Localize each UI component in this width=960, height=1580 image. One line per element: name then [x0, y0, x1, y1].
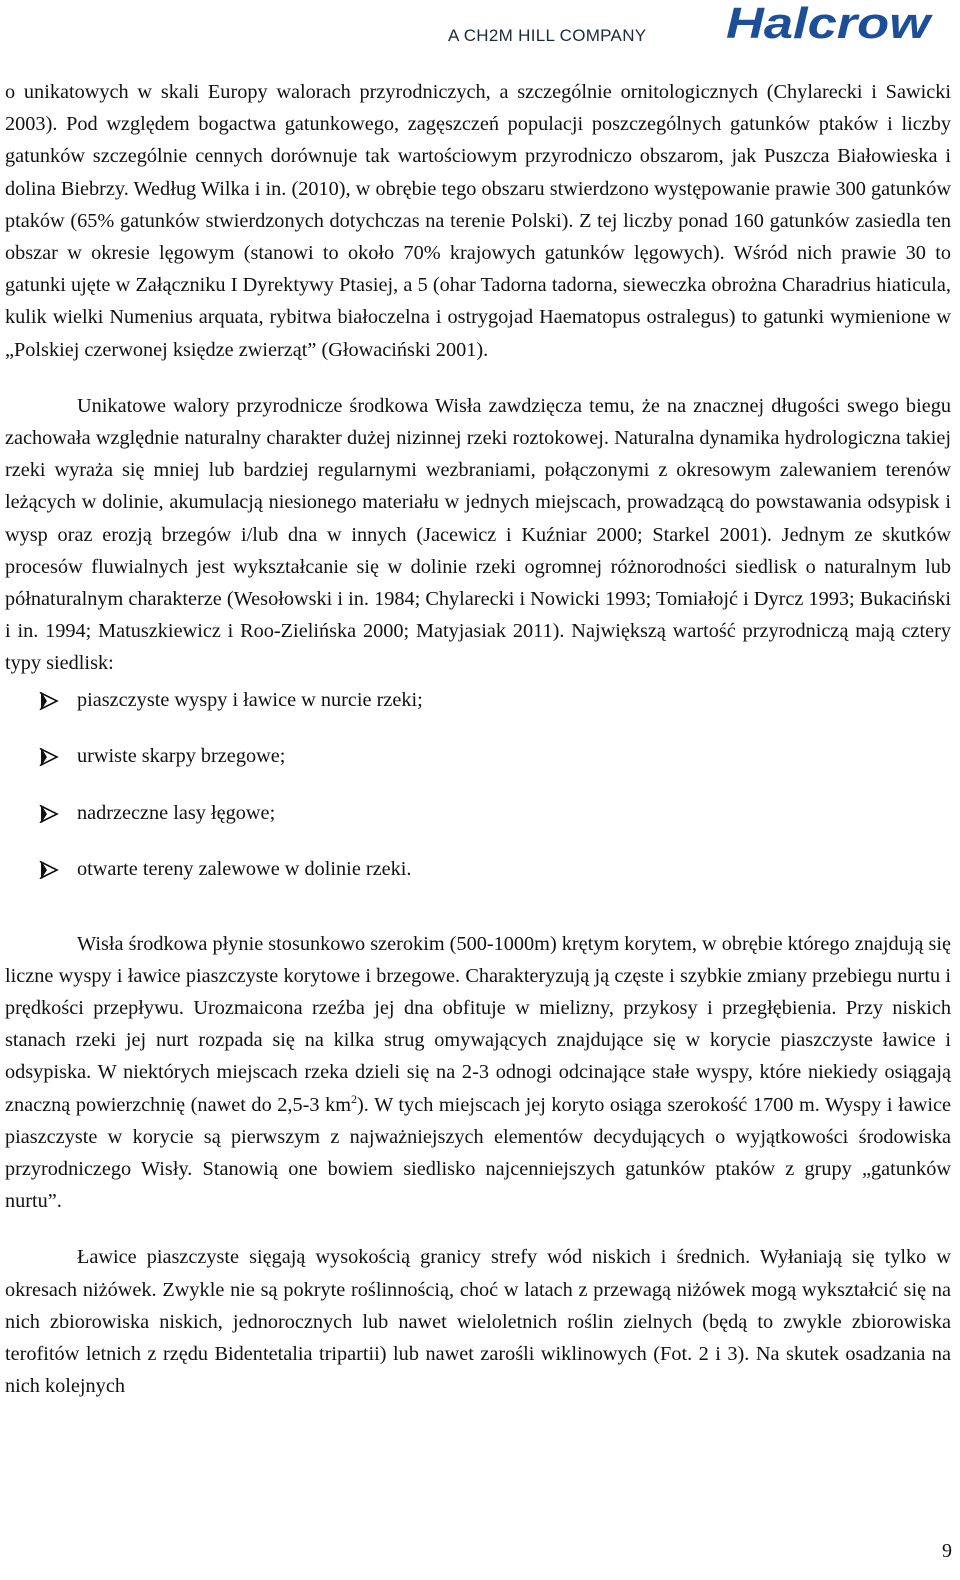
company-tagline: A CH2M HILL COMPANY — [448, 26, 647, 45]
arrow-bullet-icon — [39, 748, 59, 766]
arrow-bullet-icon — [39, 692, 59, 710]
list-item-text: otwarte tereny zalewowe w dolinie rzeki. — [77, 858, 412, 881]
list-item — [5, 853, 951, 910]
document-body — [5, 76, 951, 1403]
paragraph-text: ). W tych miejscach jej koryto osiąga szerokość 1700 m. Wyspy i ławice piaszczyste w korycie są pierwszym z najważniejszych elementów decydujących o wyjątkowości środowiska przyrodniczego Wisły. Stanowią one bowiem siedlisko najcenniejszych gatunków ptaków z grupy „gatunków nurtu”. — [5, 1093, 951, 1213]
arrow-bullet-icon — [39, 861, 59, 879]
list-item-text: urwiste skarpy brzegowe; — [77, 745, 286, 768]
paragraph-sandbars: Ławice piaszczyste sięgają wysokością granicy strefy wód niskich i średnich. Wyłaniają się tylko w okresach niżówek. Zwykle nie są pokryte roślinnością, choć w latach z przewagą niżówek mogą wykształcić się na nich zbiorowiska niskich, jednorocznych lub nawet wieloletnich roślin zielnych (będą to zwykle zbiorowiska terofitów letnich z rzędu Bidentetalia tripartii) lub nawet zarośli wiklinowych (Fot. 2 i 3). Na skutek osadzania na nich kolejnych — [5, 1246, 951, 1398]
arrow-bullet-icon — [39, 805, 59, 823]
habitat-list — [5, 684, 951, 910]
list-item-text: nadrzeczne lasy łęgowe; — [77, 801, 276, 824]
list-item — [5, 740, 951, 797]
paragraph-birds: o unikatowych w skali Europy walorach przyrodniczych, a szczególnie ornitologicznych (Chylarecki i Sawicki 2003). Pod względem bogactwa gatunkowego, zagęszczeń populacji poszczególnych gatunków ptaków i liczby gatunków szczególnie cennych dorównuje tak wartościowym przyrodniczo obszarom, jak Puszcza Białowieska i dolina Biebrzy. Według Wilka i in. (2010), w obrębie tego obszaru stwierdzono występowanie prawie 300 gatunków ptaków (65% gatunków stwierdzonych dotychczas na terenie Polski). Z tej liczby ponad 160 gatunków zasiedla ten obszar w okresie lęgowym (stanowi to około 70% krajowych gatunków lęgowych). Wśród nich prawie 30 to gatunki ujęte w Załączniku I Dyrektywy Ptasiej, a 5 (ohar Tadorna tadorna, sieweczka obrożna Charadrius hiaticula, kulik wielki Numenius arquata, rybitwa białoczelna i ostrygojad Haematopus ostralegus) to gatunki wymienione w „Polskiej czerwonej księdze zwierząt” (Głowaciński 2001). — [5, 81, 951, 361]
page-header — [0, 0, 960, 60]
page-number: 9 — [942, 1540, 952, 1562]
paragraph-river-values: Unikatowe walory przyrodnicze środkowa Wisła zawdzięcza temu, że na znacznej długości swego biegu zachowała względnie naturalny charakter dużej nizinnej rzeki roztokowej. Naturalna dynamika hydrologiczna takiej rzeki wyraża się mniej lub bardziej regularnymi wezbraniami, połączonymi z okresowym zalewaniem terenów leżących w dolinie, akumulacją niesionego materiału w jednych miejscach, prowadzącą do powstawania odsypisk i wysp oraz erozją brzegów i/lub dna w innych (Jacewicz i Kuźniar 2000; Starkel 2001). Jednym ze skutków procesów fluwialnych jest wykształcanie się w dolinie rzeki ogromnej różnorodności siedlisk o naturalnym lub półnaturalnym charakterze (Wesołowski i in. 1984; Chylarecki i Nowicki 1993; Tomiałojć i Dyrcz 1993; Bukaciński i in. 1994; Matuszkiewicz i Roo-Zielińska 2000; Matyjasiak 2011). Największą wartość przyrodniczą mają cztery typy siedlisk: — [5, 394, 951, 675]
halcrow-logo — [724, 0, 934, 46]
logo-text: Halcrow — [726, 0, 934, 46]
paragraph-river-channel — [5, 928, 951, 1218]
paragraph-text: Wisła środkowa płynie stosunkowo szerokim (500-1000m) krętym korytem, w obrębie którego znajdują się liczne wyspy i ławice piaszczyste korytowe i brzegowe. Charakteryzują ją częste i szybkie zmiany przebiegu nurtu i prędkości przepływu. Urozmaicona rzeźba jej dna obfituje w mielizny, przykosy i przegłębienia. Przy niskich stanach rzeki jej nurt rozpada się na kilka strug omywających znajdujące się w korycie piaszczyste ławice i odsypiska. W niektórych miejscach rzeka dzieli się na 2-3 odnogi odcinające stałe wyspy, które niekiedy osiągają znaczną powierzchnię (nawet do 2,5-3 km — [5, 932, 951, 1116]
superscript: 2 — [351, 1091, 358, 1106]
list-item — [5, 797, 951, 854]
list-item-text: piaszczyste wyspy i ławice w nurcie rzeki; — [77, 688, 423, 711]
list-item — [5, 684, 951, 741]
